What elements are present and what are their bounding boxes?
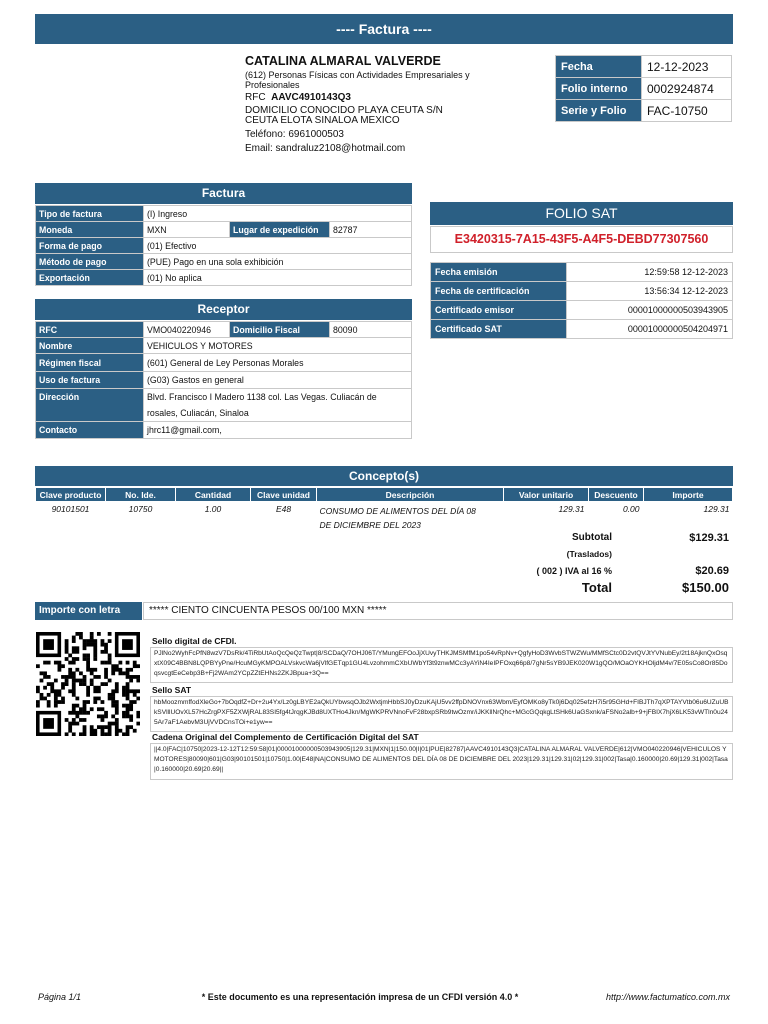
- cell-cantidad: 1.00: [204, 504, 222, 514]
- metodo-value: (PUE) Pago en una sola exhibición: [144, 254, 412, 270]
- issuer-address-line1: DOMICILIO CONOCIDO PLAYA CEUTA S/N: [245, 105, 443, 116]
- total-label: Total: [581, 580, 612, 595]
- nombre-value: VEHICULOS Y MOTORES: [144, 338, 412, 354]
- sat-cert-emisor-label: Certificado emisor: [431, 301, 567, 320]
- moneda-value: MXN: [144, 222, 230, 238]
- issuer-address-line2: CEUTA ELOTA SINALOA MEXICO: [245, 115, 400, 126]
- importe-letra-label: Importe con letra: [35, 602, 142, 620]
- subtotal-label: Subtotal: [572, 532, 612, 543]
- footer-page: Página 1/1: [38, 992, 82, 1002]
- folio-sat-heading: FOLIO SAT: [430, 202, 733, 225]
- meta-folio-value: 0002924874: [642, 78, 732, 100]
- uso-value: (G03) Gastos en general: [144, 372, 412, 389]
- cell-clave: 90101501: [51, 504, 90, 514]
- regimen-value: (601) General de Ley Personas Morales: [144, 354, 412, 372]
- receptor-rfc-label: RFC: [36, 322, 144, 338]
- col-no-ide: No. Ide.: [106, 488, 176, 502]
- receptor-section: [35, 299, 412, 439]
- cell-importe: 129.31: [703, 504, 730, 514]
- cadena-value: ||4.0|FAC|10750|2023-12-12T12:59:58|01|00001000000503943905|129.31|MXN|1|150.00|I|01|PUE|82787|AAVC4910143Q3|CATALINA ALMARAL VALVERDE|612|VMO040220946|VEHICULOS Y MOTORES|80090|601|G03|90101501|10750|1.00|E48|NA|CONSUMO DE ALIMENTOS DEL DÍA 08 DE DICIEMBRE DEL 2023|129.31|129.31|02|129.31|002|Tasa|0.160000|20.69|129.31|002|Tasa|0.160000|20.69|20.69||: [150, 743, 733, 780]
- direccion-value: [144, 389, 412, 422]
- lugar-value: 82787: [330, 222, 412, 238]
- total-value: $150.00: [682, 580, 729, 595]
- iva-label: ( 002 ) IVA al 16 %: [536, 566, 612, 576]
- folio-sat-uuid: E3420315-7A15-43F5-A4F5-DEBD77307560: [430, 226, 733, 253]
- trasladados-label: (Traslados): [566, 549, 612, 559]
- meta-fecha-value: 12-12-2023: [642, 56, 732, 78]
- sat-cert-sat-value: 00001000000504204971: [567, 320, 733, 339]
- nombre-label: Nombre: [36, 338, 144, 354]
- issuer-rfc: AAVC4910143Q3: [271, 92, 351, 103]
- forma-value: (01) Efectivo: [144, 238, 412, 254]
- cadena-label: Cadena Original del Complemento de Certificación Digital del SAT: [152, 732, 419, 742]
- cell-noide: 10750: [128, 504, 153, 514]
- forma-label: Forma de pago: [36, 238, 144, 254]
- conceptos-table: [35, 487, 733, 532]
- factura-heading: Factura: [35, 183, 412, 204]
- invoice-meta-table: [555, 55, 732, 122]
- sello-sat-value: hbMoozmmffodXleGo+7bOqdfZ+Dr+2u4Yx/Lz0gLBYE2aQkUYbwsqOJb2WxtjmHbbSJ0yDzuKAjU5vv2ffpDNOVnx63Wbm/EyfOMKo8yTk0j6Dq025efzH7i5r95GHd+FIBJTh7qXPTAYVtb06u6UZuUBkSVlllUOvXL57HcZrgPXF5ZXWjRAL83SI5fg4tJrqgKJBd8UXTHo4Jkn/MgWKPRVNnoFvF28bxpSRb9twOzmr/iJKKllNrQhc+MGcGQqkgLtSHk6UaGSxnk/aFSNo2alb+9+jFBIX7hjX6LK53vWTln0u245Ar7aF1AebvM3UjVVDCnsTOi+e1yw==: [150, 696, 733, 732]
- tipo-label: Tipo de factura: [36, 206, 144, 222]
- direccion-line1: Blvd. Francisco I Madero 1138 col. Las Vegas. Culiacán de: [147, 392, 377, 402]
- qr-code-icon: [36, 632, 140, 736]
- meta-row-serie: [556, 100, 732, 122]
- sello-cfdi-value: PJlNo2WyhFcPfN8wzV7DsRk/4TiRbUtAoQcQeQzTwpt|8/SCDaQ/7OHJ06T/YMungEFOoJjXUvyTHKJMSMfM1po54vRpNv+QgfyHoD3WvbSTWZWu/MMfSCtc0D2vtQVJtYVNubEy/2t18AjknQxOsqxtX09C4BBN8LQPBYyPne/HcuMGyKMPOALVskvcWa6jVlfGETqp1GU4LvzohmmCXbUWbYf3t9znwMCc3yAYiN4IeIPFOxq66p8/7gNr5sYB9JEK020W1gQO/MOaOYKHOljdM4v/7E05sCo8Or85DoqsvcgtEeCebp3B+Fj2WAm2YCpZZtEHNs2ZKJBpua+3Q==: [150, 647, 733, 683]
- lugar-label: Lugar de expedición: [230, 222, 330, 238]
- meta-serie-value: FAC-10750: [642, 100, 732, 122]
- metodo-label: Método de pago: [36, 254, 144, 270]
- issuer-regimen-line1: (612) Personas Físicas con Actividades Empresariales y: [245, 70, 470, 80]
- receptor-heading: Receptor: [35, 299, 412, 320]
- sat-table: [430, 262, 733, 339]
- meta-folio-label: Folio interno: [556, 78, 642, 100]
- domicilio-label: Domicilio Fiscal: [230, 322, 330, 338]
- document-title: ---- Factura ----: [35, 14, 733, 44]
- cell-descripcion-line2: DE DICIEMBRE DEL 2023: [319, 520, 421, 530]
- col-descuento: Descuento: [589, 488, 644, 502]
- receptor-rfc-value: VMO040220946: [144, 322, 230, 338]
- direccion-line2: rosales, Culiacán, Sinaloa: [147, 408, 249, 418]
- cell-descripcion-line1: CONSUMO DE ALIMENTOS DEL DÍA 08: [319, 506, 476, 516]
- cell-unidad: E48: [275, 504, 292, 514]
- col-descripcion: Descripción: [317, 488, 504, 502]
- sat-certificacion-value: 13:56:34 12-12-2023: [567, 282, 733, 301]
- factura-table: [35, 205, 412, 286]
- col-cantidad: Cantidad: [176, 488, 251, 502]
- subtotal-value: $129.31: [689, 532, 729, 544]
- issuer-email: Email: sandraluz2108@hotmail.com: [245, 143, 406, 154]
- col-importe: Importe: [644, 488, 733, 502]
- contacto-label: Contacto: [36, 422, 144, 439]
- regimen-label: Régimen fiscal: [36, 354, 144, 372]
- uso-label: Uso de factura: [36, 372, 144, 389]
- issuer-rfc-row: [245, 92, 351, 103]
- tipo-value: (I) Ingreso: [144, 206, 412, 222]
- sello-cfdi-label: Sello digital de CFDI.: [152, 636, 237, 646]
- domicilio-value: 80090: [330, 322, 412, 338]
- meta-row-fecha: [556, 56, 732, 78]
- sat-emision-value: 12:59:58 12-12-2023: [567, 263, 733, 282]
- factura-section: [35, 183, 412, 286]
- cell-valor: 129.31: [558, 504, 585, 514]
- direccion-label: Dirección: [36, 389, 144, 422]
- sat-emision-label: Fecha emisión: [431, 263, 567, 282]
- col-valor-unitario: Valor unitario: [504, 488, 589, 502]
- issuer-name: CATALINA ALMARAL VALVERDE: [245, 54, 441, 68]
- conceptos-header-row: [36, 488, 733, 502]
- col-clave-producto: Clave producto: [36, 488, 106, 502]
- contacto-value: jhrc11@gmail.com,: [144, 422, 412, 439]
- meta-fecha-label: Fecha: [556, 56, 642, 78]
- importe-letra-value: ***** CIENTO CINCUENTA PESOS 00/100 MXN *****: [143, 602, 733, 620]
- cell-descuento: 0.00: [622, 504, 640, 514]
- moneda-label: Moneda: [36, 222, 144, 238]
- sat-certificacion-label: Fecha de certificación: [431, 282, 567, 301]
- meta-row-folio: [556, 78, 732, 100]
- col-clave-unidad: Clave unidad: [251, 488, 317, 502]
- footer-url[interactable]: http://www.factumatico.com.mx: [605, 992, 730, 1002]
- issuer-rfc-label: RFC: [245, 92, 266, 103]
- meta-serie-label: Serie y Folio: [556, 100, 642, 122]
- footer-note: * Este documento es una representación impresa de un CFDI versión 4.0 *: [201, 992, 519, 1002]
- sello-sat-label: Sello SAT: [152, 685, 192, 695]
- issuer-phone: Teléfono: 6961000503: [245, 129, 344, 140]
- iva-value: $20.69: [695, 565, 729, 577]
- export-value: (01) No aplica: [144, 270, 412, 286]
- issuer-regimen-line2: Profesionales: [245, 80, 300, 90]
- conceptos-heading: Concepto(s): [35, 466, 733, 486]
- sat-cert-emisor-value: 00001000000503943905: [567, 301, 733, 320]
- cell-descripcion: [317, 502, 504, 533]
- sat-cert-sat-label: Certificado SAT: [431, 320, 567, 339]
- table-row: [36, 502, 733, 533]
- export-label: Exportación: [36, 270, 144, 286]
- receptor-table: [35, 321, 412, 439]
